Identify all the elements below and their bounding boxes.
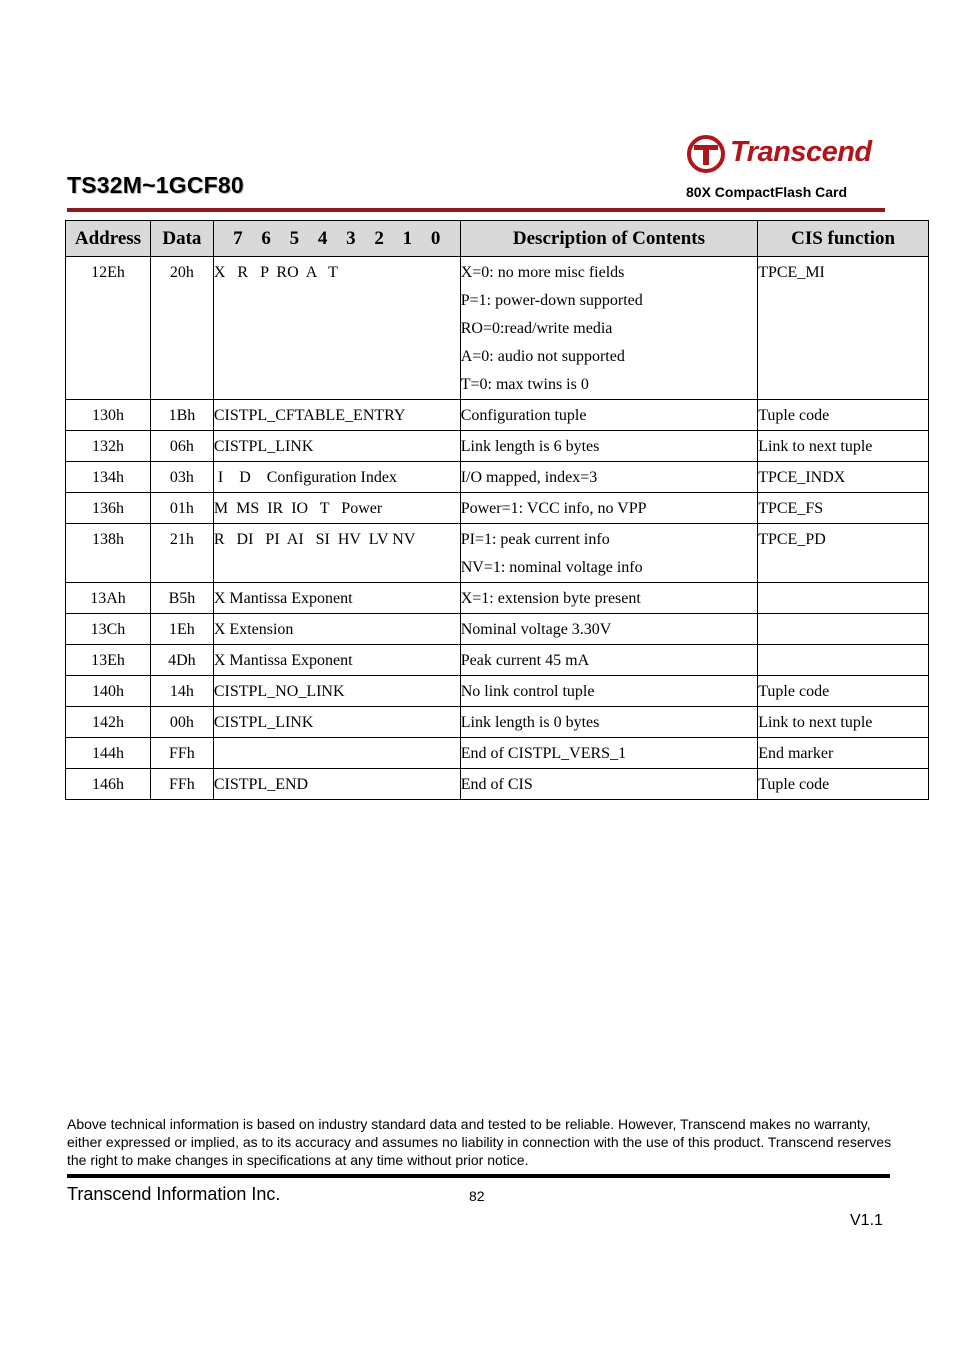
description-line: Configuration tuple — [460, 407, 587, 424]
table-row — [66, 431, 929, 462]
description-cell — [460, 707, 757, 738]
description-cell — [460, 400, 757, 431]
header-address: Address — [66, 221, 151, 257]
data-cell: FFh — [150, 769, 213, 800]
document-version: V1.1 — [850, 1212, 883, 1229]
header-cis-function: CIS function — [758, 221, 929, 257]
data-cell: 1Eh — [150, 614, 213, 645]
address-cell: 13Eh — [66, 645, 151, 676]
data-cell: 1Bh — [150, 400, 213, 431]
description-line: Link length is 0 bytes — [460, 714, 600, 731]
description-cell — [460, 431, 757, 462]
address-cell: 13Ah — [66, 583, 151, 614]
header-bits: 7 6 5 4 3 2 1 0 — [213, 221, 460, 257]
description-line: NV=1: nominal voltage info — [460, 559, 643, 576]
description-cell — [460, 583, 757, 614]
product-title: TS32M~1GCF80 — [67, 172, 244, 198]
table-row — [66, 676, 929, 707]
cis-function-cell: Tuple code — [758, 676, 929, 707]
description-line: X=1: extension byte present — [460, 590, 641, 607]
address-cell: 134h — [66, 462, 151, 493]
cis-function-cell: TPCE_PD — [758, 524, 929, 583]
cis-table — [65, 220, 929, 800]
table-row — [66, 738, 929, 769]
data-cell: 01h — [150, 493, 213, 524]
description-line: No link control tuple — [460, 683, 595, 700]
data-cell: FFh — [150, 738, 213, 769]
address-cell: 138h — [66, 524, 151, 583]
table-row — [66, 583, 929, 614]
description-line: Nominal voltage 3.30V — [460, 621, 612, 638]
description-cell — [460, 462, 757, 493]
table-row — [66, 400, 929, 431]
bits-cell: I D Configuration Index — [213, 462, 460, 493]
description-line: RO=0:read/write media — [460, 320, 613, 337]
cis-function-cell: Tuple code — [758, 769, 929, 800]
data-cell: B5h — [150, 583, 213, 614]
bits-cell: M MS IR IO T Power — [213, 493, 460, 524]
cis-function-cell — [758, 645, 929, 676]
cis-function-cell: TPCE_FS — [758, 493, 929, 524]
description-cell — [460, 645, 757, 676]
cis-function-cell: TPCE_INDX — [758, 462, 929, 493]
description-cell — [460, 614, 757, 645]
cis-function-cell: End marker — [758, 738, 929, 769]
header-divider — [67, 208, 885, 212]
description-line: End of CISTPL_VERS_1 — [460, 745, 627, 762]
bits-cell: X R P RO A T — [213, 257, 460, 400]
bits-cell: CISTPL_LINK — [213, 707, 460, 738]
table-row — [66, 524, 929, 583]
description-line: I/O mapped, index=3 — [460, 469, 598, 486]
bits-cell: X Extension — [213, 614, 460, 645]
description-line: X=0: no more misc fields — [460, 264, 625, 281]
cis-function-cell: TPCE_MI — [758, 257, 929, 400]
brand-name: Transcend — [730, 136, 872, 168]
description-line: T=0: max twins is 0 — [460, 376, 589, 393]
disclaimer: Above technical information is based on industry standard data and tested to be reliable. However, Transcend makes no warranty, either expressed or implied, as to its accuracy and assumes no liability in connection with the use of this product. Transcend reserves the right to make changes in specifications at any time without prior notice. — [67, 1116, 892, 1168]
address-cell: 146h — [66, 769, 151, 800]
description-cell — [460, 524, 757, 583]
description-cell — [460, 257, 757, 400]
data-cell: 21h — [150, 524, 213, 583]
transcend-t-logo-icon — [686, 134, 728, 174]
description-cell — [460, 769, 757, 800]
data-cell: 20h — [150, 257, 213, 400]
cis-function-cell: Link to next tuple — [758, 431, 929, 462]
product-subtitle: 80X CompactFlash Card — [686, 184, 848, 200]
description-line: PI=1: peak current info — [460, 531, 610, 548]
table-row — [66, 707, 929, 738]
data-cell: 06h — [150, 431, 213, 462]
bits-cell: CISTPL_END — [213, 769, 460, 800]
bits-cell: CISTPL_NO_LINK — [213, 676, 460, 707]
bits-cell — [213, 738, 460, 769]
table-row — [66, 462, 929, 493]
description-line: Power=1: VCC info, no VPP — [460, 500, 647, 517]
address-cell: 136h — [66, 493, 151, 524]
company-name: Transcend Information Inc. — [67, 1184, 281, 1204]
bits-cell: X Mantissa Exponent — [213, 645, 460, 676]
header-data: Data — [150, 221, 213, 257]
table-row — [66, 614, 929, 645]
cis-function-cell — [758, 614, 929, 645]
footer-divider — [67, 1174, 890, 1178]
table-body — [66, 257, 929, 800]
bits-cell: CISTPL_LINK — [213, 431, 460, 462]
page-number: 82 — [469, 1188, 485, 1204]
data-cell: 00h — [150, 707, 213, 738]
address-cell: 13Ch — [66, 614, 151, 645]
bits-cell: CISTPL_CFTABLE_ENTRY — [213, 400, 460, 431]
table-row — [66, 493, 929, 524]
address-cell: 142h — [66, 707, 151, 738]
description-line: Link length is 6 bytes — [460, 438, 600, 455]
brand-logo — [686, 134, 886, 174]
address-cell: 132h — [66, 431, 151, 462]
table-row — [66, 645, 929, 676]
table-header-row — [66, 221, 929, 257]
data-cell: 4Dh — [150, 645, 213, 676]
cis-function-cell: Tuple code — [758, 400, 929, 431]
bits-cell: X Mantissa Exponent — [213, 583, 460, 614]
bits-cell: R DI PI AI SI HV LV NV — [213, 524, 460, 583]
cis-function-cell: Link to next tuple — [758, 707, 929, 738]
header-description: Description of Contents — [460, 221, 757, 257]
description-cell — [460, 493, 757, 524]
description-cell — [460, 738, 757, 769]
data-cell: 03h — [150, 462, 213, 493]
description-line: End of CIS — [460, 776, 533, 793]
description-line: P=1: power-down supported — [460, 292, 643, 309]
data-cell: 14h — [150, 676, 213, 707]
description-cell — [460, 676, 757, 707]
address-cell: 144h — [66, 738, 151, 769]
cis-function-cell — [758, 583, 929, 614]
description-line: Peak current 45 mA — [460, 652, 590, 669]
table-row — [66, 257, 929, 400]
address-cell: 140h — [66, 676, 151, 707]
description-line: A=0: audio not supported — [460, 348, 625, 365]
address-cell: 130h — [66, 400, 151, 431]
table-row — [66, 769, 929, 800]
address-cell: 12Eh — [66, 257, 151, 400]
